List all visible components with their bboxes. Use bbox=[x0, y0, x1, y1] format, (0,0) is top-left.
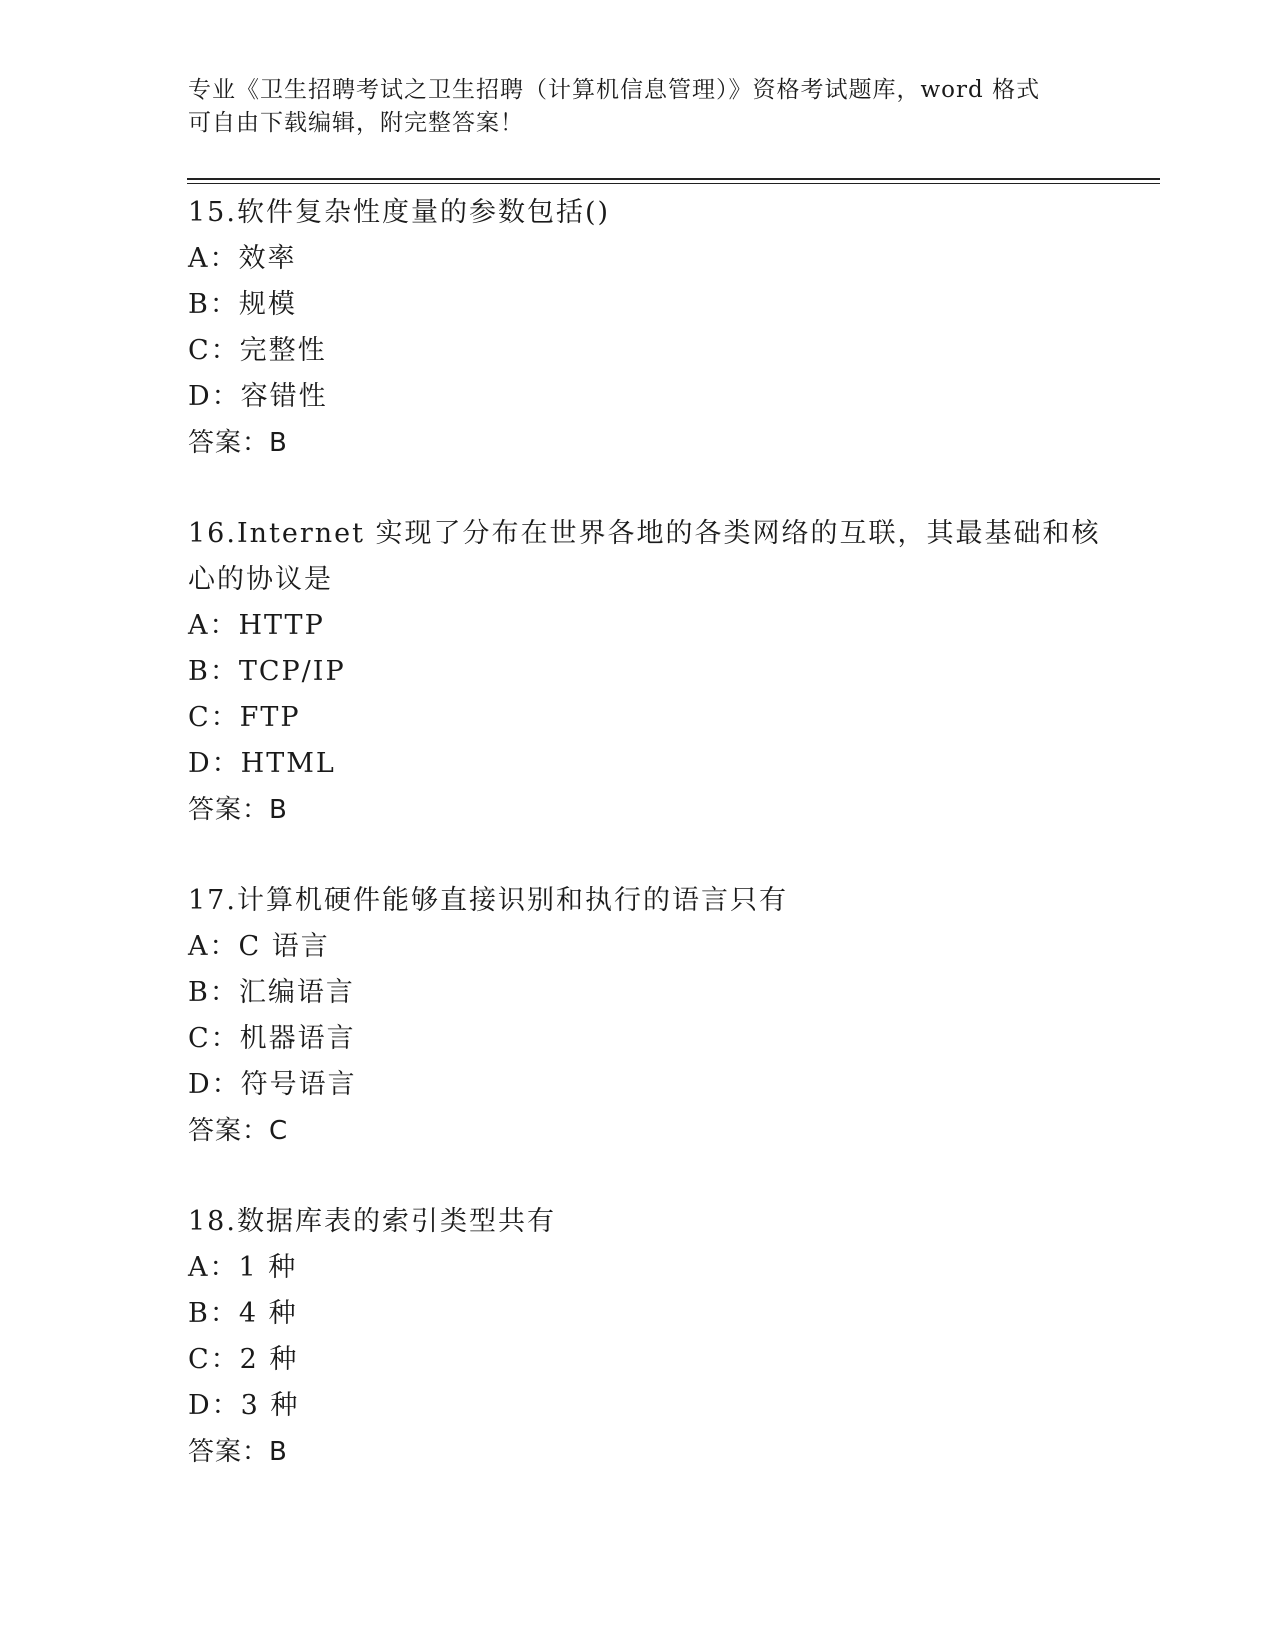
answer-line: 答案：C bbox=[188, 1116, 289, 1146]
option-c: C：机器语言 bbox=[188, 1023, 356, 1054]
option-a: A：1 种 bbox=[188, 1252, 298, 1283]
question-18 bbox=[188, 1199, 1088, 1475]
question-text: 18.数据库表的索引类型共有 bbox=[188, 1206, 556, 1237]
option-d: D：3 种 bbox=[188, 1390, 300, 1421]
question-text-continued: 心的协议是 bbox=[188, 564, 333, 595]
answer-line: 答案：B bbox=[188, 428, 288, 458]
question-text: 17.计算机硬件能够直接识别和执行的语言只有 bbox=[188, 885, 788, 916]
question-17 bbox=[188, 878, 1088, 1154]
document-header bbox=[188, 74, 1088, 140]
question-15 bbox=[188, 190, 1088, 466]
option-c: C：2 种 bbox=[188, 1344, 299, 1375]
option-a: A：HTTP bbox=[188, 610, 325, 641]
option-c: C：完整性 bbox=[188, 335, 327, 366]
answer-line: 答案：B bbox=[188, 795, 288, 825]
option-a: A：C 语言 bbox=[188, 931, 330, 962]
answer-line: 答案：B bbox=[188, 1437, 288, 1467]
option-d: D：HTML bbox=[188, 748, 336, 779]
header-line-1: 专业《卫生招聘考试之卫生招聘（计算机信息管理）》资格考试题库，word 格式 bbox=[188, 77, 1041, 103]
question-list bbox=[188, 190, 1101, 1520]
option-b: B：规模 bbox=[188, 289, 297, 320]
option-b: B：汇编语言 bbox=[188, 977, 355, 1008]
option-a: A：效率 bbox=[188, 243, 297, 274]
option-d: D：符号语言 bbox=[188, 1069, 357, 1100]
option-c: C：FTP bbox=[188, 702, 301, 733]
question-16 bbox=[188, 511, 1101, 833]
header-divider-thin bbox=[187, 183, 1160, 184]
header-line-2: 可自由下载编辑，附完整答案！ bbox=[188, 110, 524, 136]
question-text: 15.软件复杂性度量的参数包括() bbox=[188, 197, 611, 228]
question-text: 16.Internet 实现了分布在世界各地的各类网络的互联，其最基础和核 bbox=[188, 518, 1101, 549]
option-d: D：容错性 bbox=[188, 381, 328, 412]
option-b: B：4 种 bbox=[188, 1298, 298, 1329]
header-divider-thick bbox=[187, 178, 1160, 180]
option-b: B：TCP/IP bbox=[188, 656, 346, 687]
